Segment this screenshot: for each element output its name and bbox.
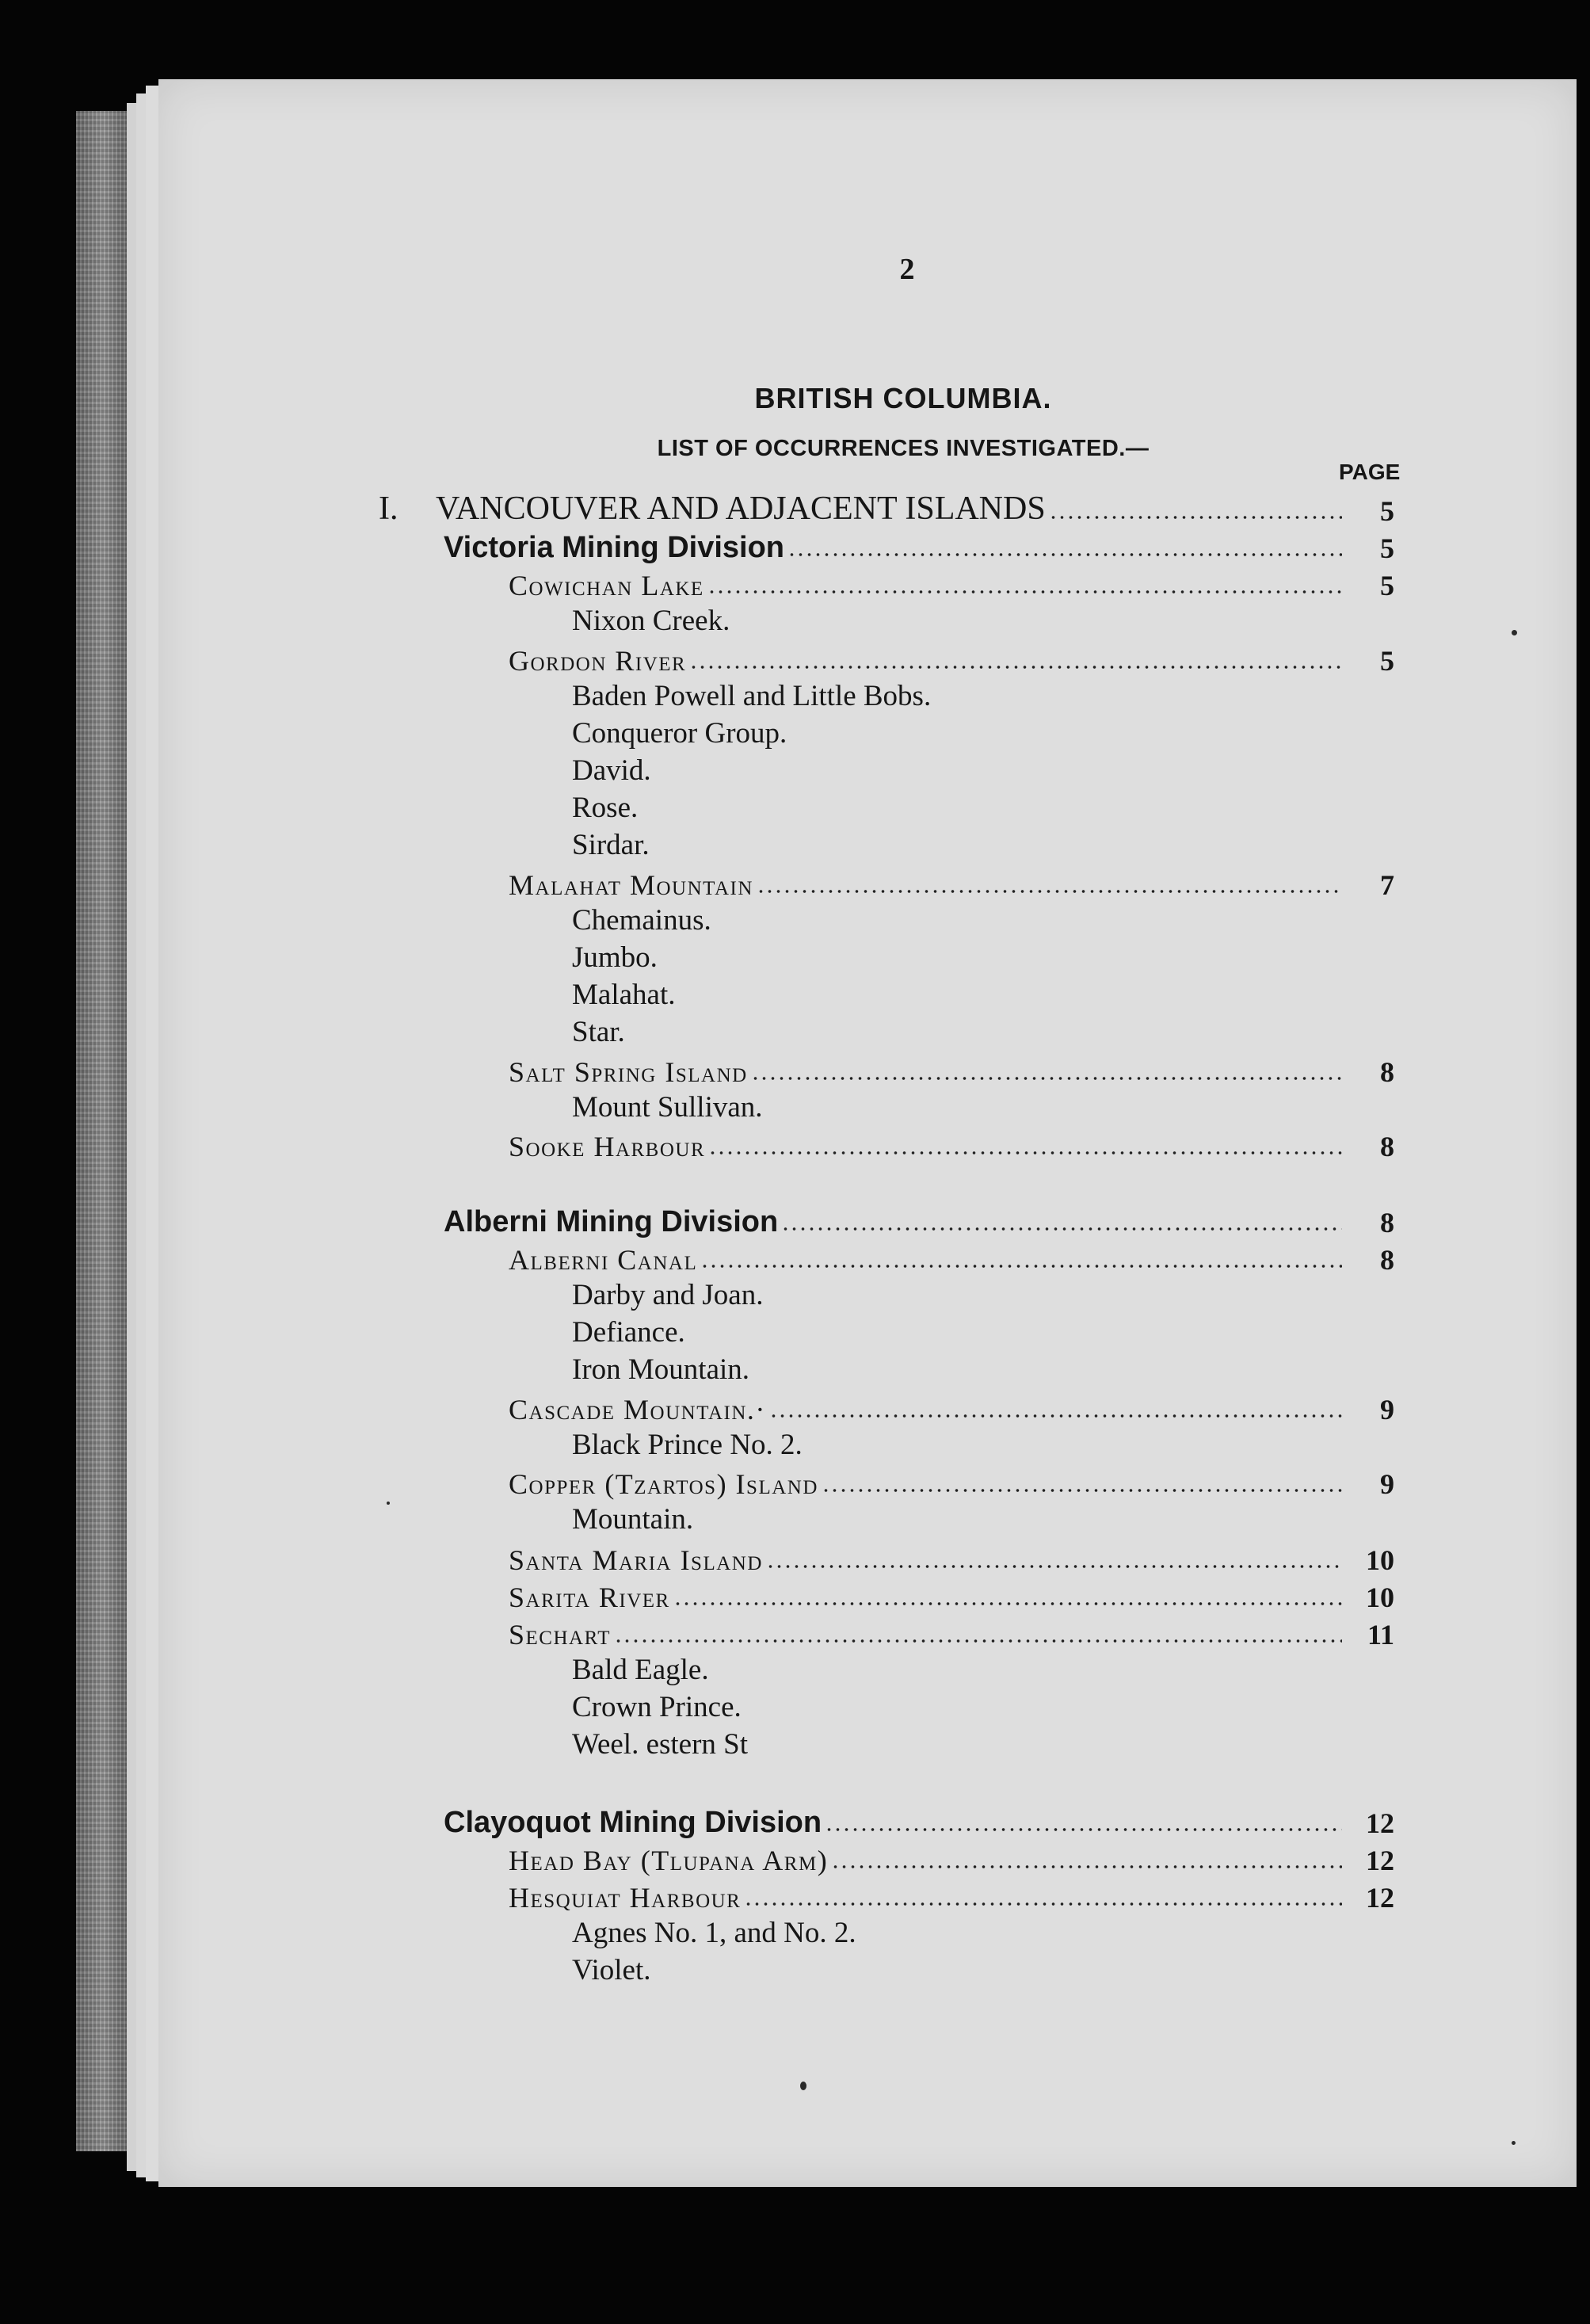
division-label: Victoria Mining Division [444,531,785,564]
property-item: Black Prince No. 2. [572,1429,803,1461]
locality-label: Alberni Canal [509,1244,698,1276]
locality-label: Sechart [509,1619,612,1650]
page-ref: 9 [1380,1468,1394,1500]
page-ref: 9 [1380,1394,1394,1425]
dot-leader [614,1628,1342,1644]
property-item: David. [572,754,651,787]
locality-label: Sarita River [509,1582,670,1613]
locality-entry [509,641,1394,677]
page-ref: 8 [1380,1131,1394,1162]
property-item: Mount Sullivan. [572,1091,763,1124]
locality-entry [509,1615,1394,1651]
locality-label: Cascade Mountain.· [509,1394,766,1425]
page-ref: 11 [1367,1619,1394,1650]
locality-entry [509,1540,1394,1577]
dot-leader [787,542,1342,558]
page-ref: 12 [1366,1845,1394,1876]
page-ref: 5 [1380,495,1394,527]
property-item: Bald Eagle. [572,1654,709,1686]
property-item: Rose. [572,792,639,824]
division-entry [444,1803,1394,1840]
locality-entry [509,1390,1394,1426]
property-item: Weel. estern St [572,1728,749,1761]
locality-entry [509,566,1394,602]
property-item: Defiance. [572,1316,685,1349]
division-label: Clayoquot Mining Division [444,1806,822,1839]
dot-leader [831,1854,1342,1870]
locality-label: Gordon River [509,645,687,677]
property-item: Agnes No. 1, and No. 2. [572,1917,856,1949]
page-ref: 5 [1380,570,1394,601]
page-ref: 5 [1380,532,1394,564]
dot-leader [744,1891,1342,1907]
page-ref: 8 [1380,1207,1394,1238]
dot-leader [825,1817,1342,1833]
dot-leader [822,1478,1342,1494]
page-ref: 8 [1380,1244,1394,1276]
locality-entry [509,1841,1394,1877]
locality-label: Head Bay (Tlupana Arm) [509,1845,829,1876]
division-entry [444,1203,1394,1239]
dot-leader [1049,505,1342,521]
page-ref: 10 [1366,1544,1394,1576]
property-item: Star. [572,1016,625,1048]
page-ref: 12 [1366,1807,1394,1839]
ink-speck [1512,2141,1516,2145]
dot-leader [757,879,1342,895]
property-item: Baden Powell and Little Bobs. [572,680,932,712]
page-ref: 5 [1380,645,1394,677]
locality-label: Salt Spring Island [509,1056,748,1088]
section-entry [379,491,1394,528]
locality-label: Malahat Mountain [509,869,753,901]
locality-entry [509,1878,1394,1914]
dot-leader [751,1066,1342,1082]
property-item: Darby and Joan. [572,1279,764,1311]
property-item: Mountain. [572,1503,694,1536]
division-label: Alberni Mining Division [444,1205,779,1238]
dot-leader [708,1140,1342,1156]
dot-leader [766,1554,1342,1570]
page-title: BRITISH COLUMBIA. [754,382,1052,414]
ink-speck [387,1502,390,1505]
section-label: VANCOUVER AND ADJACENT ISLANDS [436,490,1046,527]
property-item: Violet. [572,1954,651,1986]
locality-entry [509,1127,1394,1163]
page-number: 2 [899,253,915,286]
property-item: Conqueror Group. [572,717,787,750]
locality-entry [509,1052,1394,1089]
dot-leader [689,654,1342,670]
page-ref: 7 [1380,869,1394,901]
property-item: Chemainus. [572,904,711,937]
dot-leader [781,1216,1342,1232]
locality-entry [509,1240,1394,1276]
property-item: Sirdar. [572,829,650,861]
locality-entry [509,1464,1394,1501]
property-item: Crown Prince. [572,1691,742,1723]
locality-label: Sooke Harbour [509,1131,706,1162]
property-item: Nixon Creek. [572,605,730,637]
ink-speck [800,2082,806,2090]
page-ref: 10 [1366,1582,1394,1613]
page-column-header: PAGE [1339,460,1401,484]
dot-leader [700,1254,1342,1269]
dot-leader [707,579,1342,595]
dot-leader [673,1591,1342,1607]
page-ref: 12 [1366,1882,1394,1914]
locality-entry [509,1578,1394,1614]
page-ref: 8 [1380,1056,1394,1088]
dot-leader [769,1403,1342,1419]
property-item: Malahat. [572,979,676,1011]
locality-label: Hesquiat Harbour [509,1882,742,1914]
locality-label: Copper (Tzartos) Island [509,1468,818,1500]
locality-label: Cowichan Lake [509,570,704,601]
locality-label: Santa Maria Island [509,1544,763,1576]
division-entry [444,529,1394,565]
page-subtitle: LIST OF OCCURRENCES INVESTIGATED.— [657,436,1150,461]
locality-entry [509,865,1394,902]
ink-speck [1512,630,1517,635]
section-numeral: I. [379,490,398,527]
property-item: Jumbo. [572,941,658,974]
property-item: Iron Mountain. [572,1353,750,1386]
